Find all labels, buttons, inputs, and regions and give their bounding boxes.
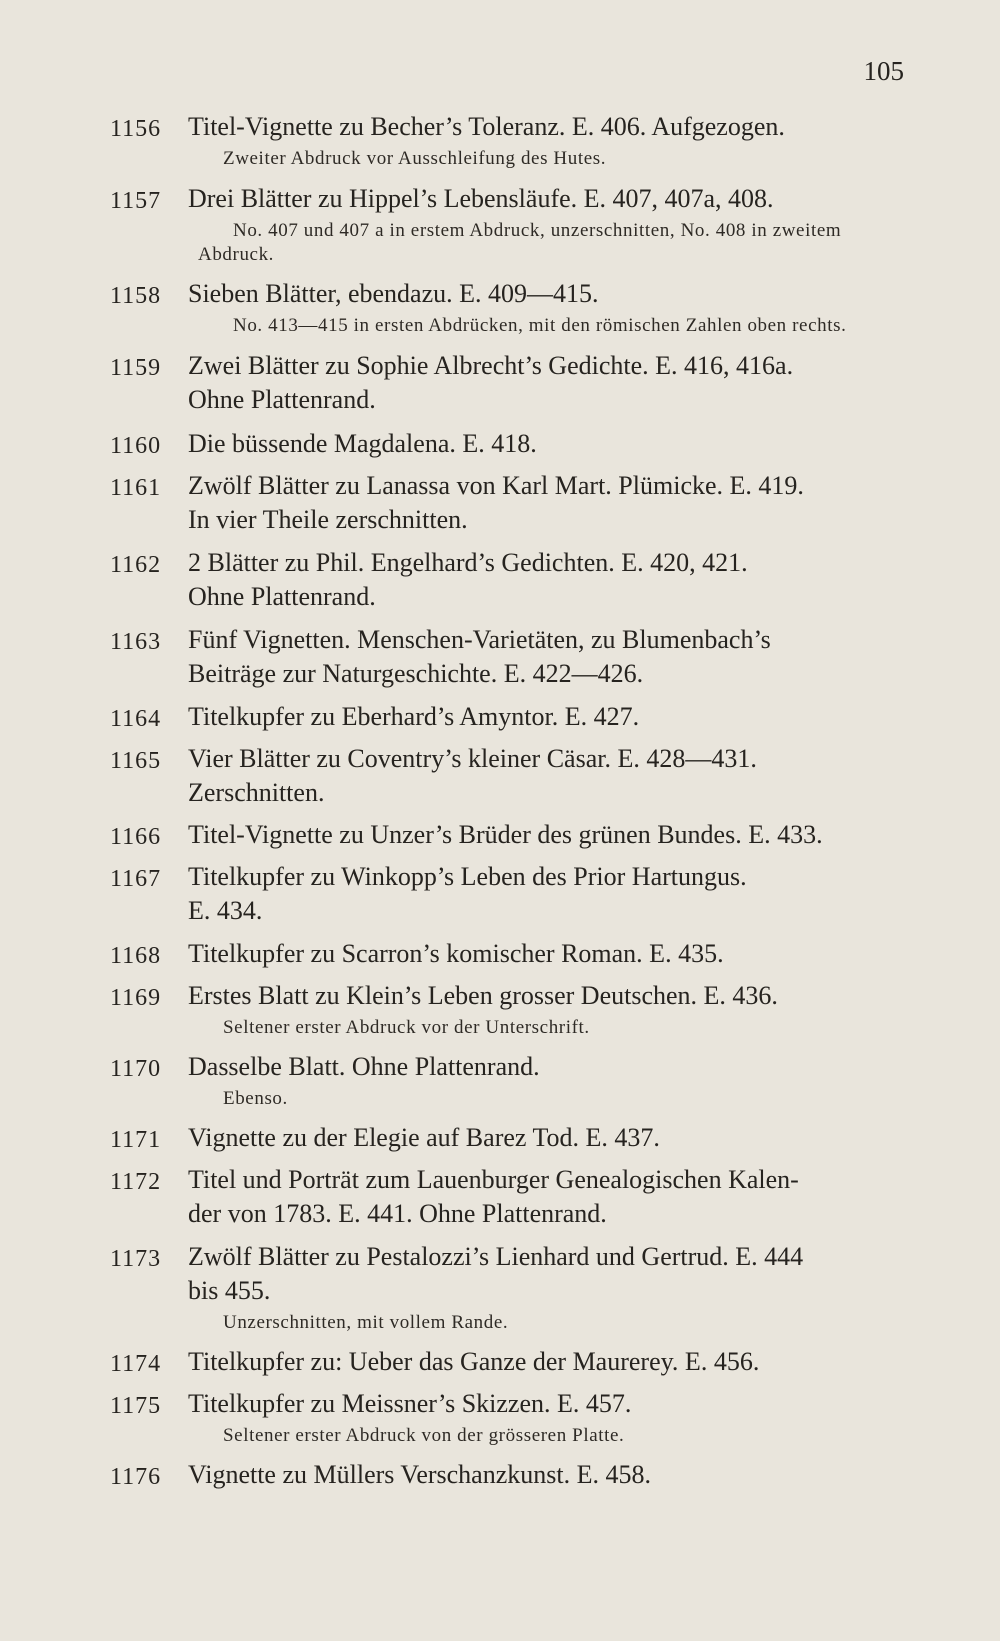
entry-title: Titel und Porträt zum Lauenburger Genealogischen Kalen- bbox=[188, 1165, 799, 1194]
catalog-entry bbox=[110, 1121, 905, 1155]
catalog-entry bbox=[110, 1240, 905, 1335]
catalog-entry bbox=[110, 546, 905, 614]
entry-number: 1160 bbox=[110, 433, 162, 459]
entry-number: 1172 bbox=[110, 1169, 162, 1195]
entry-title: Vignette zu Müllers Verschanzkunst. E. 458. bbox=[188, 1460, 651, 1489]
entry-number: 1163 bbox=[110, 629, 162, 655]
catalog-entry bbox=[110, 700, 905, 734]
entry-title: Drei Blätter zu Hippel’s Lebensläufe. E. 407, 407a, 408. bbox=[188, 184, 774, 213]
catalog-entry bbox=[110, 1458, 905, 1492]
entry-title-continued: der von 1783. E. 441. Ohne Plattenrand. bbox=[188, 1199, 607, 1228]
entry-title-continued: Ohne Plattenrand. bbox=[188, 385, 376, 414]
entry-title: Dasselbe Blatt. Ohne Plattenrand. bbox=[188, 1052, 540, 1081]
entry-number: 1173 bbox=[110, 1246, 162, 1272]
catalog-entry bbox=[110, 110, 905, 171]
catalog-entry bbox=[110, 1387, 905, 1448]
page-number: 105 bbox=[863, 56, 904, 86]
entry-title: Titelkupfer zu Winkopp’s Leben des Prior Hartungus. bbox=[188, 862, 747, 891]
catalog-entry bbox=[110, 818, 905, 852]
catalog-entry bbox=[110, 1345, 905, 1379]
entry-title: Vignette zu der Elegie auf Barez Tod. E. 437. bbox=[188, 1123, 660, 1152]
entry-title-continued: Beiträge zur Naturgeschichte. E. 422—426. bbox=[188, 659, 644, 688]
entry-number: 1156 bbox=[110, 116, 162, 142]
entry-number: 1164 bbox=[110, 706, 162, 732]
catalog-entry bbox=[110, 742, 905, 810]
entry-note: Zweiter Abdruck vor Ausschleifung des Hutes. bbox=[223, 148, 607, 169]
catalog-entry bbox=[110, 937, 905, 971]
entry-title: Titelkupfer zu Scarron’s komischer Roman. E. 435. bbox=[188, 939, 724, 968]
entry-number: 1174 bbox=[110, 1351, 162, 1377]
catalog-entry bbox=[110, 182, 905, 267]
catalog-entry bbox=[110, 1163, 905, 1231]
entry-number: 1159 bbox=[110, 355, 162, 381]
entry-number: 1165 bbox=[110, 748, 162, 774]
catalog-entry bbox=[110, 623, 905, 691]
entry-note: Unzerschnitten, mit vollem Rande. bbox=[223, 1312, 509, 1333]
entry-title: Titelkupfer zu Meissner’s Skizzen. E. 457. bbox=[188, 1389, 632, 1418]
entry-title: Zwölf Blätter zu Lanassa von Karl Mart. Plümicke. E. 419. bbox=[188, 471, 804, 500]
entry-title: Sieben Blätter, ebendazu. E. 409—415. bbox=[188, 279, 599, 308]
entry-note: Seltener erster Abdruck von der grösseren Platte. bbox=[223, 1425, 625, 1446]
entry-number: 1161 bbox=[110, 475, 162, 501]
entry-number: 1166 bbox=[110, 824, 162, 850]
entry-title: Titelkupfer zu: Ueber das Ganze der Maurerey. E. 456. bbox=[188, 1347, 760, 1376]
catalog-entry bbox=[110, 349, 905, 417]
entry-number: 1176 bbox=[110, 1464, 162, 1490]
entry-note: Ebenso. bbox=[223, 1088, 288, 1109]
entry-number: 1169 bbox=[110, 985, 162, 1011]
catalog-entry bbox=[110, 427, 905, 461]
entry-title: 2 Blätter zu Phil. Engelhard’s Gedichten. E. 420, 421. bbox=[188, 548, 748, 577]
entry-title-continued: Zerschnitten. bbox=[188, 778, 325, 807]
entry-title: Erstes Blatt zu Klein’s Leben grosser Deutschen. E. 436. bbox=[188, 981, 778, 1010]
entry-title-continued: bis 455. bbox=[188, 1276, 271, 1305]
entry-title-continued: Ohne Plattenrand. bbox=[188, 582, 376, 611]
entry-title: Titelkupfer zu Eberhard’s Amyntor. E. 427. bbox=[188, 702, 640, 731]
catalog-entry bbox=[110, 1050, 905, 1111]
catalog-entry bbox=[110, 277, 905, 338]
entry-number: 1162 bbox=[110, 552, 162, 578]
entry-note: No. 407 und 407 a in erstem Abdruck, unzerschnitten, No. 408 in zweitem Abdruck. bbox=[198, 220, 842, 265]
entry-note: No. 413—415 in ersten Abdrücken, mit den römischen Zahlen oben rechts. bbox=[233, 315, 847, 336]
catalog-entry bbox=[110, 860, 905, 928]
entry-title: Fünf Vignetten. Menschen-Varietäten, zu Blumenbach’s bbox=[188, 625, 771, 654]
entry-list bbox=[110, 110, 905, 1492]
entry-number: 1171 bbox=[110, 1127, 162, 1153]
catalog-entry bbox=[110, 979, 905, 1040]
entry-title: Titel-Vignette zu Unzer’s Brüder des grünen Bundes. E. 433. bbox=[188, 820, 823, 849]
entry-title: Zwei Blätter zu Sophie Albrecht’s Gedichte. E. 416, 416a. bbox=[188, 351, 794, 380]
entry-number: 1170 bbox=[110, 1056, 162, 1082]
entry-note: Seltener erster Abdruck vor der Unterschrift. bbox=[223, 1017, 590, 1038]
entry-number: 1157 bbox=[110, 188, 162, 214]
entry-title-continued: E. 434. bbox=[188, 896, 263, 925]
entry-title: Zwölf Blätter zu Pestalozzi’s Lienhard und Gertrud. E. 444 bbox=[188, 1242, 804, 1271]
entry-number: 1167 bbox=[110, 866, 162, 892]
entry-number: 1175 bbox=[110, 1393, 162, 1419]
entry-number: 1158 bbox=[110, 283, 162, 309]
entry-title: Die büssende Magdalena. E. 418. bbox=[188, 429, 537, 458]
catalog-entry bbox=[110, 469, 905, 537]
entry-number: 1168 bbox=[110, 943, 162, 969]
entry-title-continued: In vier Theile zerschnitten. bbox=[188, 505, 468, 534]
entry-title: Titel-Vignette zu Becher’s Toleranz. E. 406. Aufgezogen. bbox=[188, 112, 785, 141]
entry-title: Vier Blätter zu Coventry’s kleiner Cäsar. E. 428—431. bbox=[188, 744, 757, 773]
